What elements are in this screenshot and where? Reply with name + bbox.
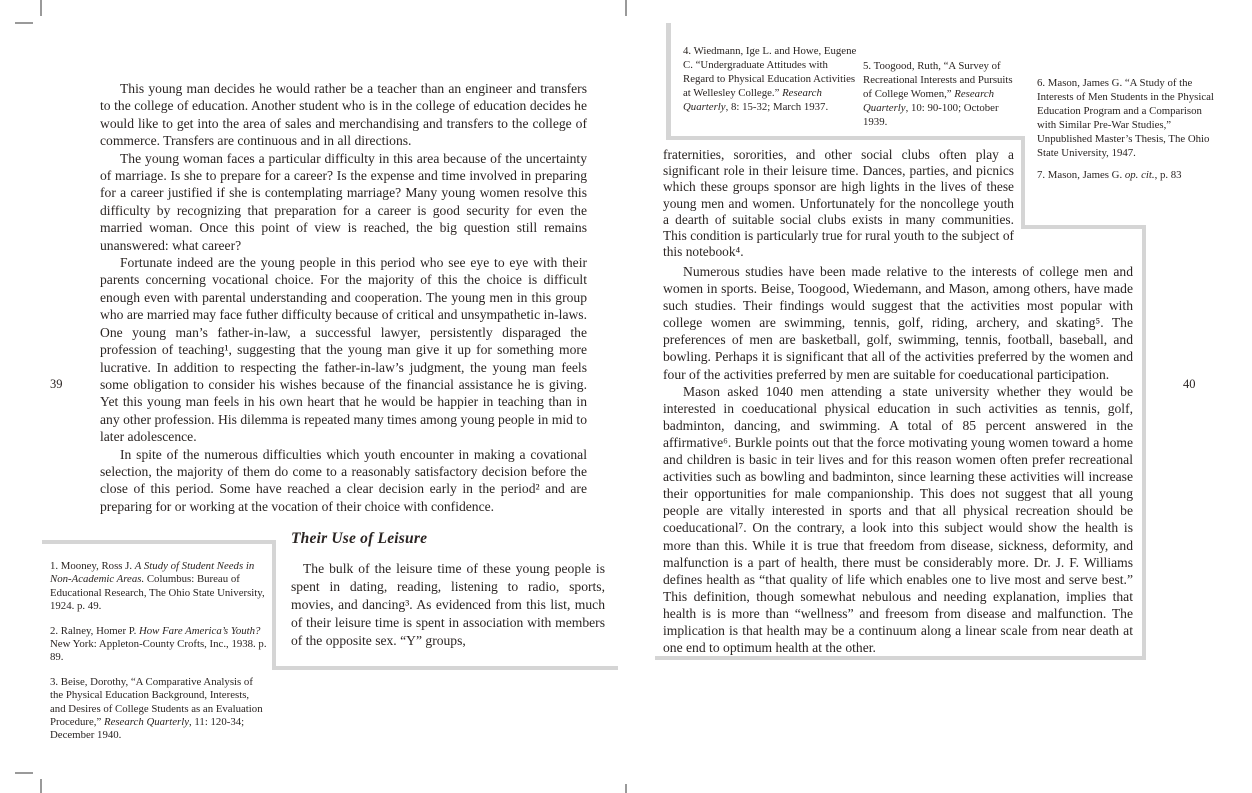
section-heading: Their Use of Leisure	[291, 530, 428, 547]
guide-line-left-footnote-right	[272, 540, 276, 670]
footnote-title-italic: op. cit.	[1124, 169, 1155, 182]
footnote-4	[683, 45, 858, 115]
footnote-text: , 10: 90-100; October 1939.	[863, 101, 999, 128]
guide-line-right-footnote-left-bar	[666, 23, 671, 140]
guide-line-right-textblock-right	[1142, 225, 1146, 660]
footnote-2	[50, 625, 267, 665]
footnote-text: 4. Wiedmann, Ige L. and Howe, Eugene C. “Undergraduate Attitudes with Regard to Physical Education Activities at Wellesley College.”	[683, 45, 857, 99]
paragraph: The young woman faces a particular difficulty in this area because of the uncertainty of marriage. Is she to prepare for a career? Is the expense and time involved in preparing for a career justified if she is contemplating marriage? Many young women resolve this difficulty by recognizing that preparation for a career is good security for even the married woman. Once this point of view is reached, the big question still remains unanswered: what career?	[100, 150, 587, 253]
footnote-7	[1037, 169, 1219, 183]
footnote-text: 1. Mooney, Ross J.	[50, 560, 135, 572]
paragraph: fraternities, sororities, and other social clubs often play a significant role in their leisure time. Dances, parties, and picnics which these groups sponsor are high lights in the lives of these young men and women. Unfortunately for the noncollege youth a dearth of suitable social clubs exists in many communities. This condition is particularly true for rural youth to the subject of this notebook⁴.	[663, 147, 1014, 260]
left-footnotes	[50, 560, 267, 754]
guide-line-left-leisure-bottom	[272, 666, 618, 670]
footnote-text: 5. Toogood, Ruth, “A Survey of Recreational Interests and Pursuits of College Women,”	[863, 60, 1013, 100]
paragraph: Mason asked 1040 men attending a state university whether they would be interested in coeducational physical education in such activities as tennis, golf, badminton, dancing, and swimming. A total of 85 percent answered in the affirmative⁶. Burkle points out that the force motivating young women toward a home and children is basic in teir lives and for this reason women often prefer recreational activities such as bowling and badminton, since learning these activities will increase their opportunities for male companionship. This does not suggest that all young people are vitally interested in sports and that all physical recreation should be coeducational⁷. On the contrary, a look into this subject would show the health is more than this. While it is true that freedom from disease, sickness, deformity, and malfunction is a part of health, there must be considerably more. Dr. J. F. Williams defines health as “that quality of life which enables one to live most and serve best.” This definition, though somewhat nebulous and needing explanation, implies that health is is more than “wellness” and freesom from disease and malfunction. The implication is that health may be a continuum along a linear scale from near death at one end to optimum health at the other.	[663, 383, 1133, 656]
crop-mark-bottom-middle-vertical	[625, 784, 627, 793]
crop-mark-top-middle-vertical	[625, 0, 627, 16]
footnote-1	[50, 560, 267, 614]
footnote-title-italic: How Fare America’s Youth?	[138, 624, 261, 637]
paragraph: In spite of the numerous difficulties which youth encounter in making a covational selection, the majority of them do come to a reasonably satisfactory decision before the close of this period. Some have reached a clear decision early in the period² and are preparing for or working at the vocation of their choice with confidence.	[100, 446, 587, 514]
footnote-title-italic: Research Quarterly	[683, 86, 822, 113]
footnote-text: 7. Mason, James G.	[1037, 169, 1125, 182]
footnote-text: New York: Appleton-County Crofts, Inc., 1938. p. 89.	[50, 638, 267, 664]
crop-mark-top-left-vertical	[40, 0, 42, 16]
paragraph: Fortunate indeed are the young people in this period who see eye to eye with their parents concerning vocational choice. For the majority of this the choice is difficult enough even with parental understanding and cooperation. The young men in this group who are married may face futher difficulty because of critical and unsympathetic in-laws. One young man’s father-in-law, a successful lawyer, persistently disparaged the profession of teaching¹, suggesting that the young man give it up for something more lucrative. In addition to respecting the father-in-law’s judgment, the young man feels some obligation to consider his wishes because of the financial assistance he is giving. Yet this young man feels in his own heart that he would be happier in teaching than in any other profession. His dilemma is repeated many times among young people in mid to later adolescence.	[100, 255, 587, 445]
footnote-text: , p. 83	[1154, 169, 1182, 182]
footnote-text: 2. Ralney, Homer P.	[50, 624, 139, 637]
footnote-text: 6. Mason, James G. “A Study of the Interests of Men Students in the Physical Education Program and a Comparison with Similar Pre-War Studies,” Unpublished Master’s Thesis, The Ohio State University, 1947.	[1037, 77, 1214, 159]
guide-line-right-textblock-bottom	[655, 656, 1146, 660]
guide-line-right-footnote-bottom	[666, 136, 1025, 140]
footnote-5	[863, 60, 1023, 130]
paragraph: Numerous studies have been made relative to the interests of college men and women in sports. Beise, Toogood, Wiedemann, and Mason, among others, have made such studies. Their findings would suggest that the activities most popular with college women are swimming, tennis, golf, riding, archery, and skating⁵. The preferences of men are basketball, golf, swimming, tennis, football, baseball, and bowling. Perhaps it is significant that all of the activities preferred by the women and four of the activities preferred by men are suitable for coeducational participation.	[663, 264, 1133, 382]
crop-mark-bottom-left-horizontal	[15, 772, 33, 774]
crop-mark-bottom-left-vertical	[40, 779, 42, 793]
footnote-title-italic: A Study of Student Needs in Non-Academic Areas.	[50, 560, 255, 586]
footnote-text: , 11: 120-34; December 1940.	[50, 716, 245, 742]
guide-line-right-textblock-top	[1021, 225, 1146, 229]
footnote-title-italic: Research Quarterly	[103, 716, 190, 729]
guide-line-right-footnote-divider	[1021, 136, 1025, 229]
leisure-paragraph: The bulk of the leisure time of these young people is spent in dating, reading, listening to radio, sports, movies, and dancing³. As evidenced from this list, much of their leisure time is spent in association with members of the opposite sex. “Y” groups,	[291, 561, 605, 648]
footnotes-6-7	[1037, 77, 1219, 183]
footnote-text: Columbus: Bureau of Educational Research, The Ohio State University, 1924. p. 49.	[50, 573, 265, 613]
crop-mark-top-left-horizontal	[15, 22, 33, 24]
footnote-3	[50, 676, 267, 743]
footnote-text: 3. Beise, Dorothy, “A Comparative Analysis of the Physical Education Background, Interests, and Desires of College Students as an Evaluation Procedure,”	[50, 675, 263, 729]
paragraph: This young man decides he would rather be a teacher than an engineer and transfers to the college of education. Another student who is in the college of education decides he would like to get into the area of sales and merchandising and transfers to the college of commerce. Transfers are continuous and in all directions.	[100, 81, 587, 149]
footnote-6	[1037, 77, 1219, 160]
footnote-text: , 8: 15-32; March 1937.	[725, 100, 829, 113]
left-body-text	[100, 80, 587, 515]
right-body-text	[663, 263, 1133, 656]
page-number-left: 39	[50, 377, 63, 391]
page-number-right: 40	[1183, 377, 1196, 391]
footnote-title-italic: Research Quarterly	[863, 87, 995, 114]
guide-line-left-footnote-top	[42, 540, 275, 544]
right-continuation-text	[663, 147, 1014, 260]
